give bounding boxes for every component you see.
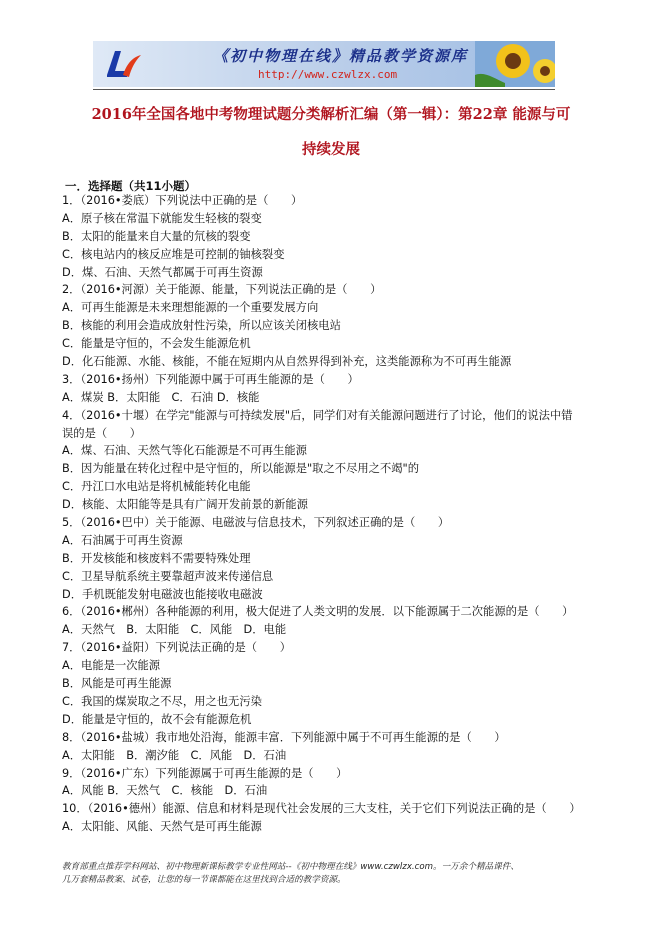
text-line: A．原子核在常温下就能发生轻核的裂变	[62, 211, 262, 225]
banner-url: http://www.czwlzx.com	[258, 68, 398, 81]
text-line: 10．（2016•德州）能源、信息和材料是现代社会发展的三大支柱，关于它们下列说法正确的是（ ）	[62, 802, 581, 816]
text-line: A．太阳能 B．潮汐能 C．风能 D．石油	[62, 748, 287, 762]
text-line: B．核能的利用会造成放射性污染，所以应该关闭核电站	[62, 319, 341, 333]
page-title-line-1: 2016年全国各地中考物理试题分类解析汇编（第一辑）：第22章 能源与可	[91, 106, 571, 123]
text-line: D．核能、太阳能等是具有广阔开发前景的新能源	[62, 498, 308, 512]
text-line: 7．（2016•益阳）下列说法正确的是（ ）	[62, 641, 291, 655]
text-line: C．能量是守恒的，不会发生能源危机	[62, 337, 251, 351]
page-footer	[62, 861, 602, 887]
banner-title: 《初中物理在线》精品教学资源库	[213, 47, 469, 65]
header-divider	[93, 89, 555, 90]
page-title-line-2: 持续发展	[302, 141, 360, 158]
text-line: D．煤、石油、天然气都属于可再生资源	[62, 265, 263, 279]
header-banner	[93, 41, 555, 87]
text-line: D．能量是守恒的，故不会有能源危机	[62, 712, 252, 726]
text-line: A．煤炭 B．太阳能 C．石油 D．核能	[62, 390, 260, 404]
text-line: A．可再生能源是未来理想能源的一个重要发展方向	[62, 301, 319, 315]
text-line: 误的是（ ）	[62, 426, 142, 440]
text-line: A．太阳能、风能、天然气是可再生能源	[62, 820, 262, 834]
text-line: 9．（2016•广东）下列能源属于可再生能源的是（ ）	[62, 766, 348, 780]
text-line: 3．（2016•扬州）下列能源中属于可再生能源的是（ ）	[62, 372, 359, 386]
text-line: A．天然气 B．太阳能 C．风能 D．电能	[62, 623, 287, 637]
text-line: A．石油属于可再生资源	[62, 533, 183, 547]
text-line: C．丹江口水电站是将机械能转化电能	[62, 480, 251, 494]
text-line: C．我国的煤炭取之不尽，用之也无污染	[62, 694, 262, 708]
question-list	[62, 192, 602, 836]
footer-line-2: 几万套精品教案、试卷，让您的每一节课都能在这里找到合适的教学资源。	[62, 875, 346, 885]
section-heading: 一．选择题（共11小题）	[65, 179, 197, 193]
sunflower-image	[475, 41, 555, 87]
page-title	[50, 97, 612, 167]
footer-line-1: 教育部重点推荐学科网站、初中物理新课标教学专业性网站--《初中物理在线》www.czwlzx.com。一万余个精品课件、	[62, 862, 519, 872]
text-line: B．风能是可再生能源	[62, 677, 172, 691]
text-line: C．核电站内的核反应堆是可控制的铀核裂变	[62, 247, 285, 261]
text-line: D．化石能源、水能、核能，不能在短期内从自然界得到补充，这类能源称为不可再生能源	[62, 355, 512, 369]
text-line: A．电能是一次能源	[62, 659, 161, 673]
text-line: A．煤、石油、天然气等化石能源是不可再生能源	[62, 444, 307, 458]
text-line: 5．（2016•巴中）关于能源、电磁波与信息技术，下列叙述正确的是（ ）	[62, 516, 450, 530]
text-line: C．卫星导航系统主要靠超声波来传递信息	[62, 569, 274, 583]
text-line: 1．（2016•娄底）下列说法中正确的是（ ）	[62, 194, 303, 207]
text-line: D．手机既能发射电磁波也能接收电磁波	[62, 587, 263, 601]
site-logo-icon	[103, 45, 143, 83]
text-line: 4．（2016•十堰）在学完"能源与可持续发展"后，同学们对有关能源问题进行了讨论，他们的说法中错	[62, 408, 573, 422]
text-line: A．风能 B．天然气 C．核能 D．石油	[62, 784, 268, 798]
text-line: B．因为能量在转化过程中是守恒的，所以能源是"取之不尽用之不竭"的	[62, 462, 420, 476]
text-line: B．太阳的能量来自大量的氘核的裂变	[62, 229, 251, 243]
text-line: 6．（2016•郴州）各种能源的利用，极大促进了人类文明的发展．以下能源属于二次能源的是（ ）	[62, 605, 574, 619]
text-line: 8．（2016•盐城）我市地处沿海，能源丰富．下列能源中属于不可再生能源的是（ ）	[62, 730, 506, 744]
text-line: B．开发核能和核废料不需要特殊处理	[62, 551, 251, 565]
text-line: 2．（2016•河源）关于能源、能量，下列说法正确的是（ ）	[62, 283, 382, 297]
